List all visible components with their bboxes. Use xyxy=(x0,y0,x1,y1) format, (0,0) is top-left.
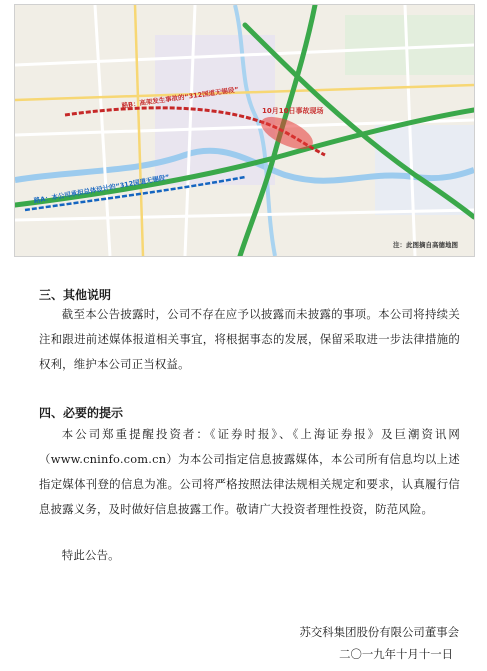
section-4-paragraph: 本公司郑重提醒投资者：《证券时报》、《上海证券报》及巨潮资讯网（www.cninfo.com.cn）为本公司指定信息披露媒体，本公司所有信息均以上述指定媒体刊登的信息为准。公司将严格按照法律法规相关规定和要求，认真履行信息披露义务，及时做好信息披露工作。敬请广大投资者理性投资，防范风险。 xyxy=(39,427,460,516)
map-graphic xyxy=(15,5,474,256)
accident-site-label: 10月10日事故现场 xyxy=(262,107,324,115)
closing-statement: 特此公告。 xyxy=(61,548,120,562)
map-source-note: 注：此图摘自高德地图 xyxy=(393,241,458,249)
section-3-paragraph: 截至本公告披露时，公司不存在应予以披露而未披露的事项。本公司将持续关注和跟进前述媒体报道相关事宜，将根据事态的发展，保留采取进一步法律措施的权利，维护本公司正当权益。 xyxy=(39,307,460,371)
signature-date: 二〇一九年十月十一日 xyxy=(339,647,453,661)
signature-company: 苏交科集团股份有限公司董事会 xyxy=(299,625,459,639)
route-b-label: 路B：高架发生事故的“312国道无锡段” xyxy=(121,85,240,110)
route-a-label: 路A：本公司承担总体设计的“312国道无锡段” xyxy=(33,173,171,205)
section-4-heading: 四、必要的提示 xyxy=(39,406,124,420)
section-3-heading: 三、其他说明 xyxy=(39,288,112,302)
accident-location-map xyxy=(14,4,475,257)
